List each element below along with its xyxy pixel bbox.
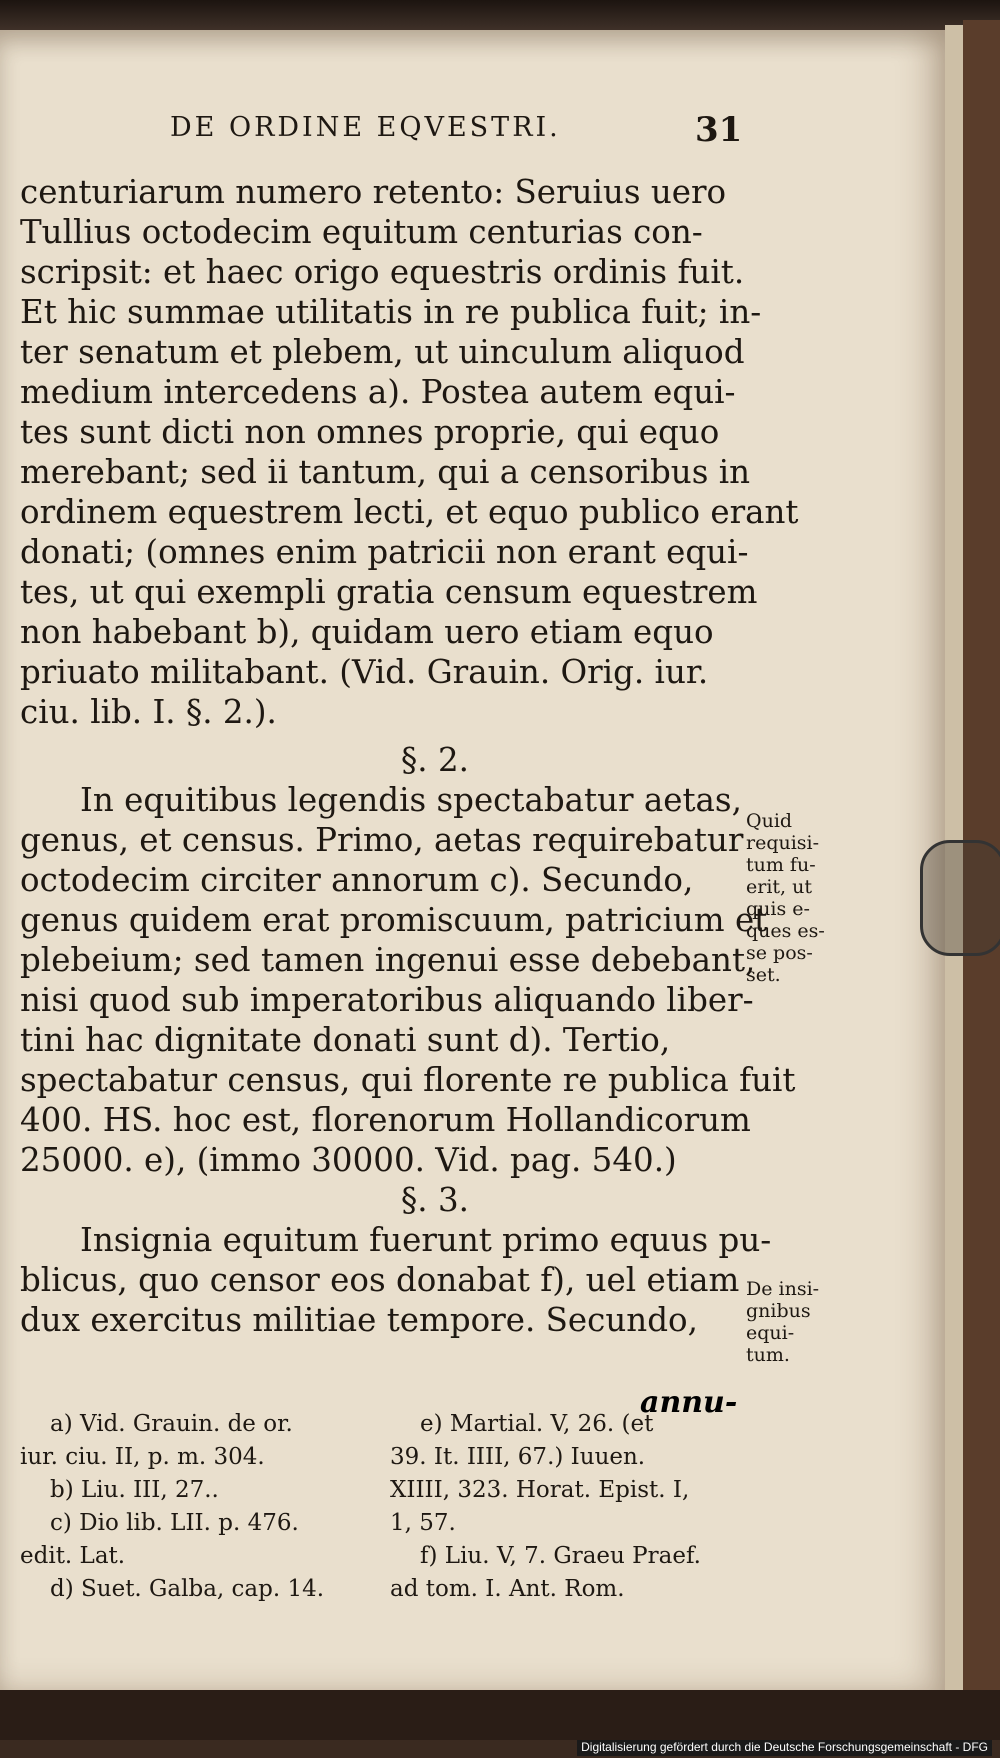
- footnote-line: d) Suet. Galba, cap. 14.: [50, 1576, 325, 1602]
- margin-note-line: quis e-: [746, 898, 810, 920]
- footnote-line: e) Martial. V, 26. (et: [420, 1411, 654, 1437]
- footnote-line: edit. Lat.: [20, 1543, 126, 1569]
- section-heading-2: §. 2.: [401, 741, 469, 779]
- text-line: tes sunt dicti non omnes proprie, qui equo: [20, 413, 720, 451]
- footnote-line: f) Liu. V, 7. Graeu Praef.: [420, 1543, 701, 1569]
- footnotes-right: [390, 1408, 740, 1606]
- section-heading-3: §. 3.: [401, 1181, 469, 1219]
- margin-note-line: equi-: [746, 1322, 795, 1344]
- running-head: DE ORDINE EQVESTRI.: [170, 112, 561, 143]
- text-line: donati; (omnes enim patricii non erant equi-: [20, 533, 749, 571]
- text-line: Et hic summae utilitatis in re publica fuit; in-: [20, 293, 762, 331]
- margin-note-line: requisi-: [746, 832, 820, 854]
- text-line: nisi quod sub imperatoribus aliquando liber-: [20, 981, 754, 1019]
- text-line: ordinem equestrem lecti, et equo publico erant: [20, 493, 799, 531]
- margin-note-line: erit, ut: [746, 876, 812, 898]
- text-line: Insignia equitum fuerunt primo equus pu-: [80, 1221, 772, 1259]
- footnote-line: 1, 57.: [390, 1510, 456, 1536]
- text-line: plebeium; sed tamen ingenui esse debebant,: [20, 941, 756, 979]
- margin-note-line: ques es-: [746, 920, 825, 942]
- page-number: 31: [695, 110, 743, 150]
- catchword: annu-: [640, 1385, 738, 1420]
- margin-note-section-3: [746, 1278, 836, 1366]
- text-line: spectabatur census, qui florente re publica fuit: [20, 1061, 796, 1099]
- margin-note-line: De insi-: [746, 1278, 820, 1300]
- margin-note-section-2: [746, 810, 836, 986]
- text-line: 25000. e), (immo 30000. Vid. pag. 540.): [20, 1141, 677, 1179]
- text-line: genus quidem erat promiscuum, patricium et: [20, 901, 768, 939]
- text-line: ter senatum et plebem, ut uinculum aliquod: [20, 333, 745, 371]
- footnote-line: a) Vid. Grauin. de or.: [50, 1411, 293, 1437]
- footnote-line: XIIII, 323. Horat. Epist. I,: [390, 1477, 690, 1503]
- footnote-line: c) Dio lib. LII. p. 476.: [50, 1510, 299, 1536]
- funding-credit: Digitalisierung gefördert durch die Deutsche Forschungsgemeinschaft - DFG: [577, 1740, 992, 1756]
- footnote-line: ad tom. I. Ant. Rom.: [390, 1576, 625, 1602]
- text-line: blicus, quo censor eos donabat f), uel etiam: [20, 1261, 740, 1299]
- margin-note-line: set.: [746, 964, 781, 986]
- text-line: non habebant b), quidam uero etiam equo: [20, 613, 714, 651]
- margin-note-line: tum fu-: [746, 854, 816, 876]
- footnote-line: b) Liu. III, 27..: [50, 1477, 219, 1503]
- margin-note-line: Quid: [746, 810, 793, 832]
- paragraph-3: [20, 1220, 772, 1340]
- text-line: ciu. lib. I. §. 2.).: [20, 693, 277, 731]
- margin-note-line: se pos-: [746, 942, 813, 964]
- text-line: tes, ut qui exempli gratia censum equestrem: [20, 573, 758, 611]
- margin-note-line: gnibus: [746, 1300, 811, 1322]
- footnotes-left: [20, 1408, 360, 1606]
- text-line: In equitibus legendis spectabatur aetas,: [80, 781, 742, 819]
- paper-clip: [920, 840, 1000, 956]
- paragraph-1: [20, 172, 799, 732]
- text-line: scripsit: et haec origo equestris ordinis fuit.: [20, 253, 745, 291]
- margin-note-line: tum.: [746, 1344, 790, 1366]
- text-line: octodecim circiter annorum c). Secundo,: [20, 861, 694, 899]
- text-line: medium intercedens a). Postea autem equi-: [20, 373, 736, 411]
- text-line: dux exercitus militiae tempore. Secundo,: [20, 1301, 698, 1339]
- text-line: priuato militabant. (Vid. Grauin. Orig. iur.: [20, 653, 709, 691]
- text-line: 400. HS. hoc est, florenorum Hollandicorum: [20, 1101, 751, 1139]
- footnote-line: 39. It. IIII, 67.) Iuuen.: [390, 1444, 646, 1470]
- text-line: merebant; sed ii tantum, qui a censoribus in: [20, 453, 751, 491]
- text-line: genus, et census. Primo, aetas requirebatur: [20, 821, 744, 859]
- scan-background-bottom: [0, 1690, 1000, 1740]
- page-header: [170, 112, 870, 162]
- text-line: tini hac dignitate donati sunt d). Tertio,: [20, 1021, 671, 1059]
- text-line: Tullius octodecim equitum centurias con-: [20, 213, 703, 251]
- text-line: centuriarum numero retento: Seruius uero: [20, 173, 727, 211]
- footnote-line: iur. ciu. II, p. m. 304.: [20, 1444, 265, 1470]
